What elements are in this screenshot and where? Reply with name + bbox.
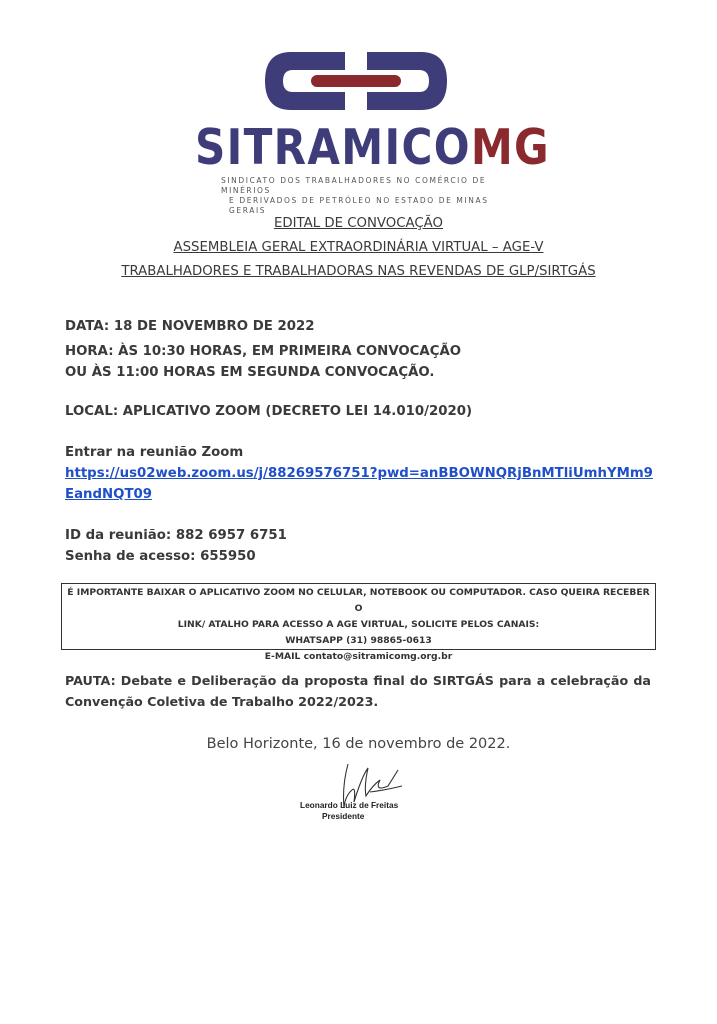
meeting-schedule: [65, 316, 655, 387]
notice-line-1: É IMPORTANTE BAIXAR O APLICATIVO ZOOM NO CELULAR, NOTEBOOK OU COMPUTADOR. CASO QUEIRA RECEBER O: [67, 587, 650, 614]
important-notice-box: [61, 583, 656, 662]
zoom-meeting-link[interactable]: https://us02web.zoom.us/j/88269576751?pwd=anBBOWNQRjBnMTliUmhYMm9EandNQT09: [65, 466, 653, 502]
place-date: Belo Horizonte, 16 de novembro de 2022.: [206, 736, 511, 752]
date-line: DATA: 18 DE NOVEMBRO DE 2022: [65, 319, 315, 334]
heading-edital: EDITAL DE CONVOCAÇÃO: [273, 216, 444, 231]
organization-subtitle: [221, 176, 521, 216]
heading-assembleia: ASSEMBLEIA GERAL EXTRAORDINÁRIA VIRTUAL – AGE-V: [173, 240, 544, 255]
agenda-paragraph: PAUTA: Debate e Deliberação da proposta final do SIRTGÁS para a celebração da Convenção Coletiva de Trabalho 2022/2023.: [65, 673, 651, 709]
meeting-id: ID da reunião: 882 6957 6751: [65, 528, 287, 543]
signer-block: [300, 800, 430, 822]
subtitle-line-1: SINDICATO DOS TRABALHADORES NO COMÉRCIO DE MINÉRIOS: [221, 176, 487, 195]
organization-wordmark: SITRAMICOMG: [195, 119, 550, 176]
letterhead-logo: [195, 48, 550, 215]
signer-name: Leonardo Luiz de Freitas: [300, 800, 399, 810]
meeting-password: Senha de acesso: 655950: [65, 549, 256, 564]
subtitle-line-2: E DERIVADOS DE PETRÓLEO NO ESTADO DE MINAS GERAIS: [229, 196, 489, 215]
meeting-credentials: [65, 525, 655, 567]
heading-trabalhadores: TRABALHADORES E TRABALHADORAS NAS REVENDAS DE GLP/SIRTGÁS: [121, 264, 596, 279]
meeting-location: LOCAL: APLICATIVO ZOOM (DECRETO LEI 14.010/2020): [65, 404, 473, 419]
signer-role: Presidente: [322, 811, 365, 821]
chain-link-logo-icon: [261, 48, 451, 114]
document-headings: [0, 212, 717, 284]
time-line-1: HORA: ÀS 10:30 HORAS, EM PRIMEIRA CONVOCAÇÃO: [65, 344, 462, 359]
notice-whatsapp: WHATSAPP (31) 98865-0613: [285, 635, 432, 646]
notice-email: E-MAIL contato@sitramicomg.org.br: [264, 651, 453, 662]
notice-line-2: LINK/ ATALHO PARA ACESSO A AGE VIRTUAL, SOLICITE PELOS CANAIS:: [177, 619, 540, 630]
zoom-section: [65, 442, 655, 505]
zoom-label: Entrar na reunião Zoom: [65, 445, 244, 460]
time-line-2: OU ÀS 11:00 HORAS EM SEGUNDA CONVOCAÇÃO.: [65, 365, 435, 380]
